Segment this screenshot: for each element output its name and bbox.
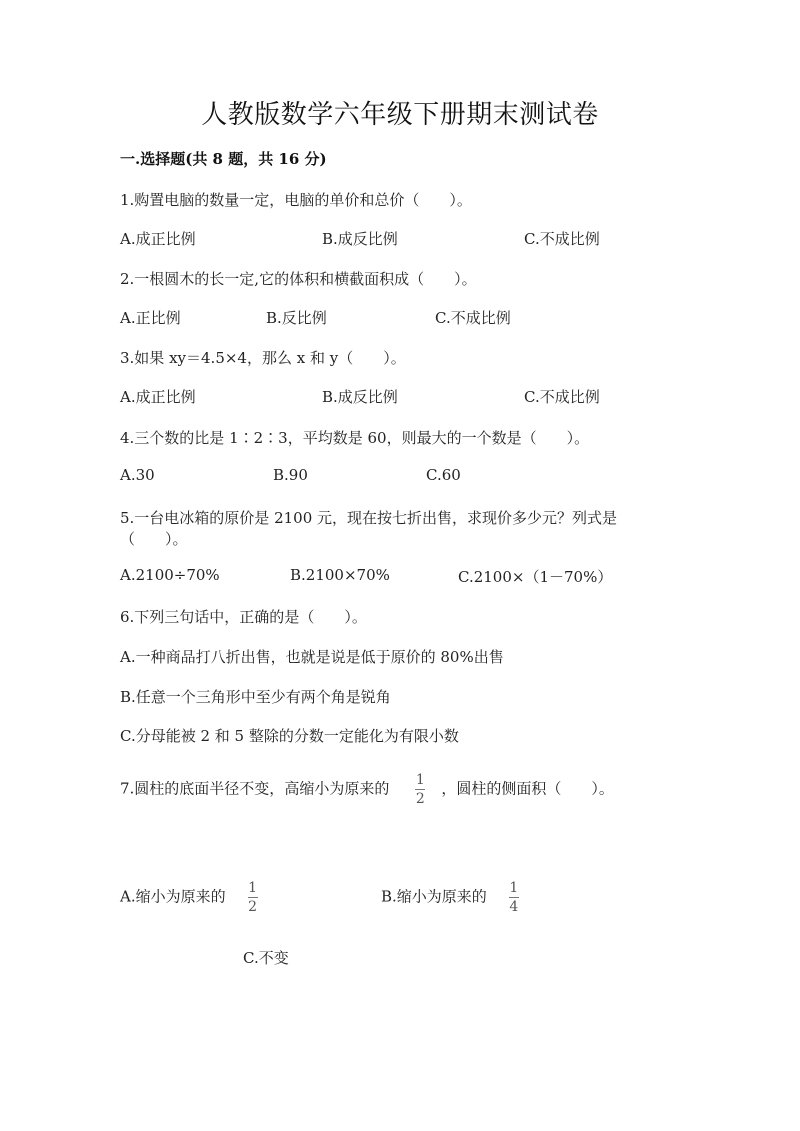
question-4-option-b: B.90	[273, 466, 308, 484]
question-7-stem	[120, 772, 614, 807]
question-1-option-c: C.不成比例	[524, 230, 600, 248]
fraction-bar	[415, 789, 425, 790]
page-title: 人教版数学六年级下册期末测试卷	[201, 100, 599, 130]
question-2-stem: 2.一根圆木的长一定,它的体积和横截面积成（ ）。	[120, 270, 477, 288]
fraction-denominator: 4	[509, 899, 519, 915]
question-7-option-b	[381, 880, 523, 915]
question-5-stem-continued: （ ）。	[120, 530, 188, 548]
question-5-option-b: B.2100×70%	[290, 566, 390, 584]
question-6-stem: 6.下列三句话中，正确的是（ ）。	[120, 608, 367, 626]
question-3-option-b: B.成反比例	[322, 388, 398, 406]
question-4-option-c: C.60	[426, 466, 461, 484]
question-5-option-a: A.2100÷70%	[120, 566, 220, 584]
question-7-stem-text: 7.圆柱的底面半径不变，高缩小为原来的	[120, 779, 390, 798]
question-2-option-a: A.正比例	[120, 309, 181, 327]
question-1-option-b: B.成反比例	[322, 230, 398, 248]
question-4-stem: 4.三个数的比是 1∶2∶3，平均数是 60，则最大的一个数是（ ）。	[120, 429, 590, 447]
fraction-denominator: 2	[248, 899, 258, 915]
question-3-stem: 3.如果 xy＝4.5×4，那么 x 和 y（ ）。	[120, 349, 406, 367]
question-1-stem: 1.购置电脑的数量一定，电脑的单价和总价（ ）。	[120, 191, 472, 209]
question-7-option-c: C.不变	[243, 949, 289, 967]
question-3-option-a: A.成正比例	[120, 388, 196, 406]
fraction-numerator: 1	[248, 880, 258, 896]
fraction-bar	[248, 897, 258, 898]
question-4-option-a: A.30	[120, 466, 155, 484]
question-7-fraction	[415, 772, 425, 807]
question-5-option-c: C.2100×（1－70%）	[458, 568, 613, 586]
question-2-option-c: C.不成比例	[435, 309, 511, 327]
question-5-stem: 5.一台电冰箱的原价是 2100 元，现在按七折出售，求现价多少元？列式是	[120, 509, 618, 527]
option-a-text: A.缩小为原来的	[120, 887, 226, 906]
question-3-option-c: C.不成比例	[524, 388, 600, 406]
question-2-option-b: B.反比例	[266, 309, 327, 327]
question-1-option-a: A.成正比例	[120, 230, 196, 248]
option-b-fraction	[509, 880, 519, 915]
fraction-bar	[509, 897, 519, 898]
fraction-numerator: 1	[509, 880, 519, 896]
question-7-option-a	[120, 880, 262, 915]
question-6-option-b: B.任意一个三角形中至少有两个角是锐角	[120, 688, 391, 706]
fraction-denominator: 2	[415, 791, 425, 807]
question-6-option-c: C.分母能被 2 和 5 整除的分数一定能化为有限小数	[120, 727, 459, 745]
option-b-text: B.缩小为原来的	[381, 887, 487, 906]
section-heading: 一.选择题(共 8 题，共 16 分)	[120, 150, 327, 168]
question-7-stem-tail: ，圆柱的侧面积（ ）。	[441, 779, 614, 798]
question-6-option-a: A.一种商品打八折出售，也就是说是低于原价的 80%出售	[120, 648, 504, 666]
fraction-numerator: 1	[415, 772, 425, 788]
option-a-fraction	[248, 880, 258, 915]
